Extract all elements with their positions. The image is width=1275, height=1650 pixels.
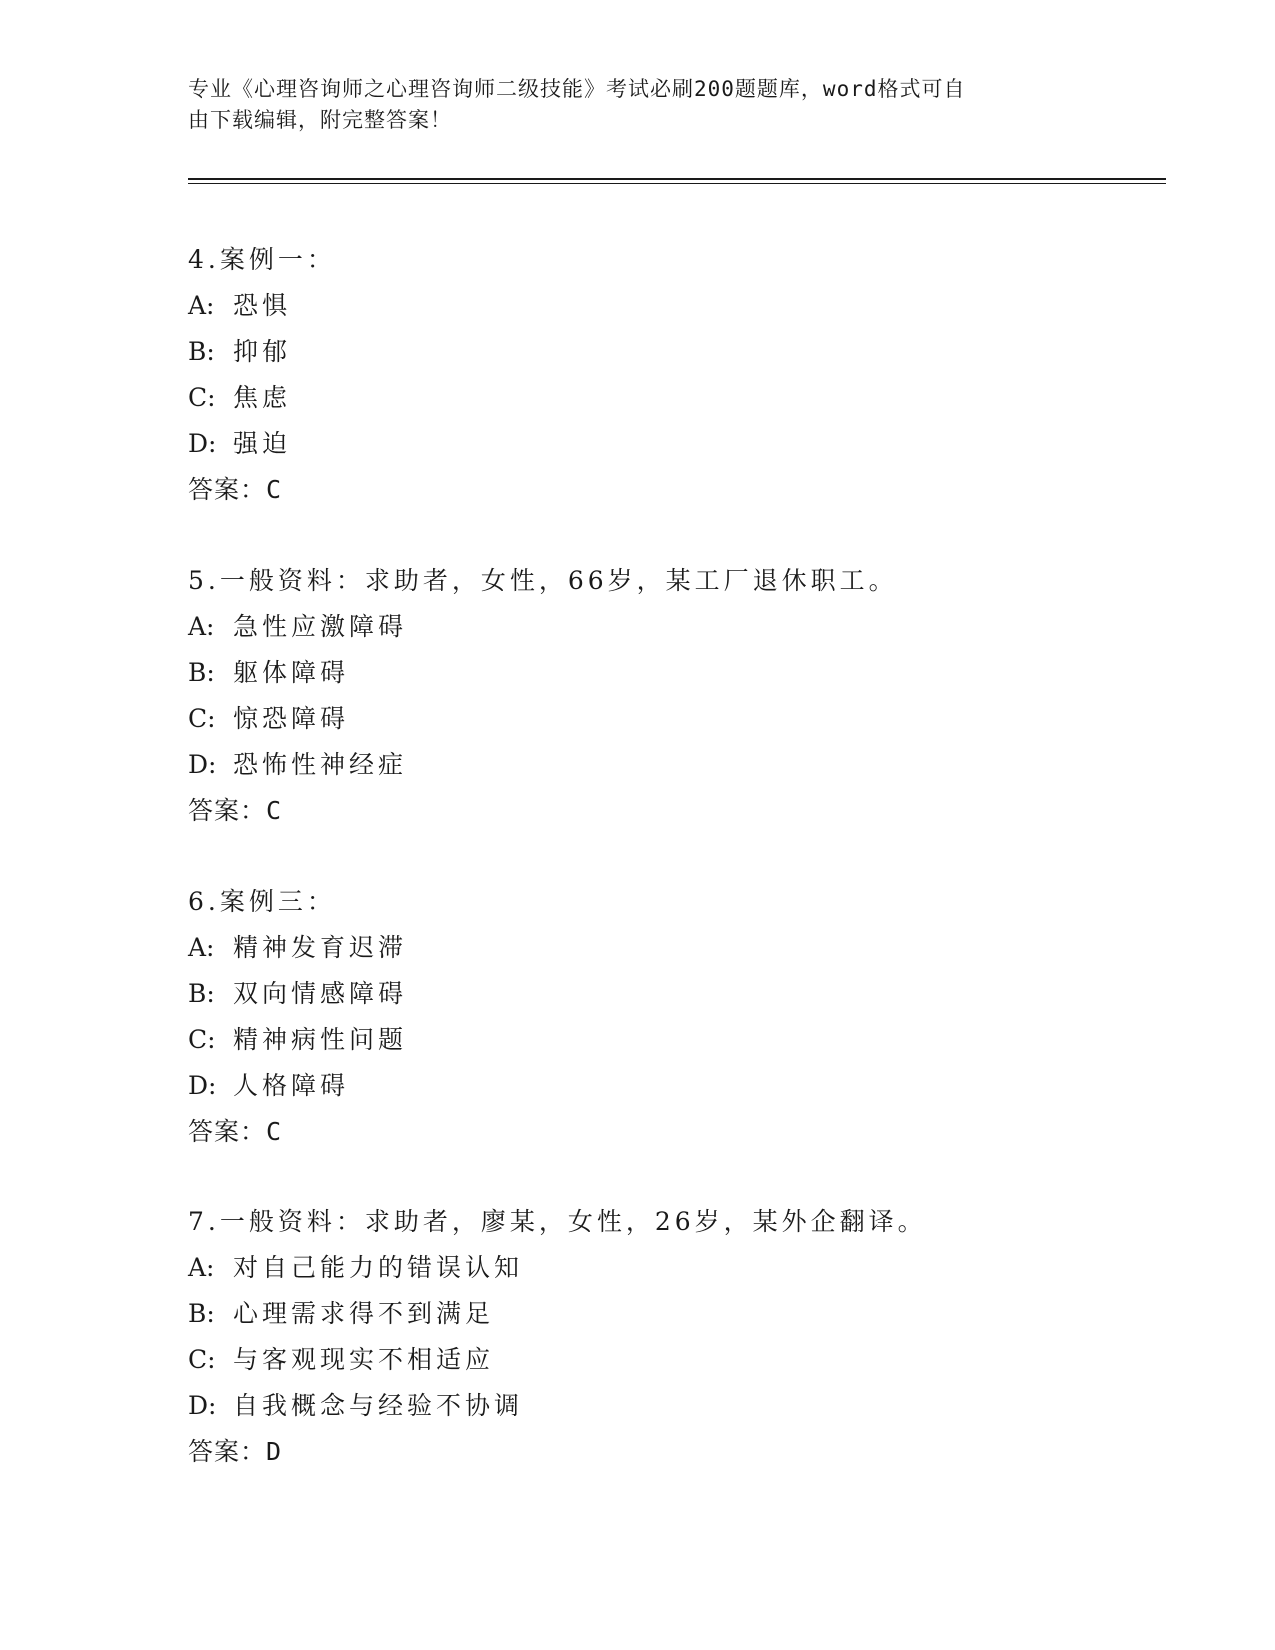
question-block — [188, 237, 1168, 513]
option-a — [188, 283, 1168, 329]
option-text: 惊恐障碍 — [233, 704, 350, 733]
option-b — [188, 971, 1168, 1017]
option-text: 急性应激障碍 — [233, 612, 408, 641]
question-stem: 6.案例三： — [188, 887, 336, 916]
header-line-2: 由下载编辑，附完整答案！ — [188, 108, 452, 132]
option-a — [188, 1245, 1168, 1291]
option-label: C: — [188, 704, 216, 733]
header-divider-thick — [188, 178, 1166, 180]
answer-line — [188, 788, 1168, 834]
option-label: B: — [188, 1299, 215, 1328]
answer-line — [188, 1109, 1168, 1155]
option-label: D: — [188, 1071, 217, 1100]
option-text: 躯体障碍 — [233, 658, 350, 687]
option-text: 双向情感障碍 — [233, 979, 408, 1008]
option-d — [188, 421, 1168, 467]
option-b — [188, 650, 1168, 696]
option-b — [188, 1291, 1168, 1337]
option-label: B: — [188, 658, 215, 687]
option-text: 精神病性问题 — [233, 1025, 408, 1054]
question-block — [188, 879, 1168, 1155]
option-text: 人格障碍 — [233, 1071, 350, 1100]
option-d — [188, 1383, 1168, 1429]
option-label: C: — [188, 1345, 216, 1374]
answer-value: C — [266, 796, 283, 825]
option-d — [188, 1063, 1168, 1109]
answer-label: 答案： — [188, 1117, 267, 1146]
option-label: D: — [188, 429, 217, 458]
option-text: 焦虑 — [233, 383, 292, 412]
option-label: C: — [188, 1025, 216, 1054]
option-c — [188, 1337, 1168, 1383]
option-text: 与客观现实不相适应 — [233, 1345, 495, 1374]
option-label: B: — [188, 979, 215, 1008]
option-a — [188, 925, 1168, 971]
option-c — [188, 375, 1168, 421]
option-text: 恐惧 — [233, 291, 292, 320]
answer-label: 答案： — [188, 1437, 267, 1466]
option-label: A: — [188, 933, 215, 962]
option-text: 抑郁 — [233, 337, 292, 366]
option-a — [188, 604, 1168, 650]
option-label: B: — [188, 337, 215, 366]
option-label: A: — [188, 1253, 215, 1282]
option-label: A: — [188, 291, 215, 320]
answer-line — [188, 467, 1168, 513]
option-label: D: — [188, 750, 217, 779]
option-b — [188, 329, 1168, 375]
option-label: D: — [188, 1391, 217, 1420]
option-c — [188, 1017, 1168, 1063]
answer-line — [188, 1429, 1168, 1475]
question-stem: 4.案例一： — [188, 245, 336, 274]
header-divider-thin — [188, 183, 1166, 184]
option-d — [188, 742, 1168, 788]
option-text: 对自己能力的错误认知 — [233, 1253, 524, 1282]
answer-label: 答案： — [188, 475, 267, 504]
option-text: 恐怖性神经症 — [233, 750, 408, 779]
document-header — [188, 74, 1088, 136]
answer-value: C — [266, 1117, 283, 1146]
answer-value: C — [266, 475, 283, 504]
question-stem: 7.一般资料：求助者，廖某，女性，26岁，某外企翻译。 — [188, 1207, 927, 1236]
option-label: A: — [188, 612, 215, 641]
answer-value: D — [266, 1437, 283, 1466]
option-label: C: — [188, 383, 216, 412]
question-block — [188, 558, 1168, 834]
option-text: 心理需求得不到满足 — [233, 1299, 495, 1328]
header-line-1: 专业《心理咨询师之心理咨询师二级技能》考试必刷200题题库，word格式可自 — [188, 77, 966, 101]
answer-label: 答案： — [188, 796, 267, 825]
option-text: 强迫 — [233, 429, 292, 458]
question-stem: 5.一般资料：求助者，女性，66岁，某工厂退休职工。 — [188, 566, 898, 595]
question-block — [188, 1199, 1168, 1475]
option-c — [188, 696, 1168, 742]
option-text: 自我概念与经验不协调 — [233, 1391, 524, 1420]
option-text: 精神发育迟滞 — [233, 933, 408, 962]
